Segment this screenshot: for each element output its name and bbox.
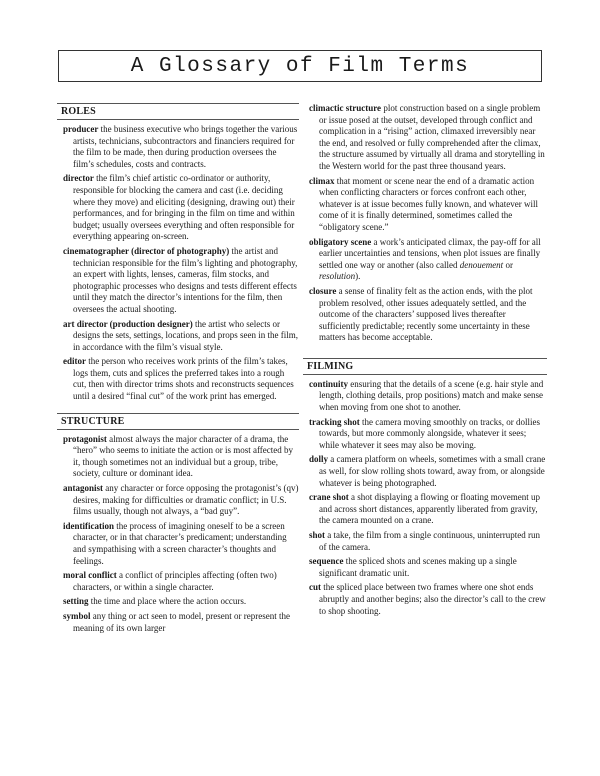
entry-term: cut <box>309 582 321 593</box>
glossary-entry-cut <box>307 582 547 617</box>
entry-definition: the spliced shots and scenes making up a single significant dramatic unit. <box>319 556 517 578</box>
title-box <box>58 50 542 82</box>
entry-definition: any thing or act seen to model, present or represent the meaning of its own larger <box>73 610 290 633</box>
definition-emphasis: denouement <box>459 259 504 270</box>
entry-definition: plot construction based on a single problem or issue posed at the outset, developed through conflict and complication in a “rising” action, climaxed irreversibly near the end, and resolved or fully comprehended after the climax, the structure assumed by virtually all drama and storytelling in the Western world for the past three thousand years. <box>319 103 545 171</box>
glossary-entry-closure <box>307 286 547 344</box>
entry-definition: the artist and technician responsible for the film’s lighting and photography, an expert with lights, lenses, cameras, film stocks, and photographic processes who designs and tests different effects until they match the director’s intentions for the film, then oversees the actual shooting. <box>73 245 298 314</box>
entry-definition: a conflict of principles affecting (often two) characters, or within a single character. <box>73 570 277 592</box>
definition-emphasis: resolution <box>319 271 356 282</box>
glossary-entry-tracking-shot <box>307 417 547 452</box>
glossary-entry-art-director <box>61 319 299 354</box>
glossary-entry-continuity <box>307 379 547 414</box>
entry-definition: the process of imagining oneself to be a screen character, or in that character’s predicament; understanding and sympathising with a screen character’s thoughts and feelings. <box>73 520 287 566</box>
entry-term: producer <box>63 124 99 134</box>
entry-term: setting <box>63 596 89 607</box>
entry-definition: the film’s chief artistic co-ordinator or authority, responsible for blocking the camera and cast (i.e. deciding where they move) and eliciting (designing, drawing out) their performances, and for bringing in the film on time and within budget; usually oversees everything and often responsible for everything appearing on-screen. <box>73 173 295 242</box>
glossary-entry-antagonist <box>61 483 299 518</box>
glossary-entry-symbol <box>61 611 299 634</box>
entry-definition: the camera moving smoothly on tracks, or dollies towards, but more commonly alongside, whatever it sees; while whatever it sees may also be moving. <box>319 416 540 450</box>
entry-term: crane shot <box>309 492 349 503</box>
entry-definition: a shot displaying a flowing or floating movement up and across short distances, apparently liberated from gravity, the camera mounted on a crane. <box>319 492 540 526</box>
glossary-entry-sequence <box>307 556 547 579</box>
entry-term: closure <box>309 285 337 296</box>
glossary-entry-dolly <box>307 454 547 489</box>
entry-definition: almost always the major character of a drama, the “hero” who seems to initiate the action or is most affected by it, though sometimes not an individual but a group, tribe, society, culture or dominant idea. <box>73 433 294 479</box>
entry-term: obligatory scene <box>309 236 372 247</box>
glossary-entry-climax <box>307 176 547 234</box>
page-title: A Glossary of Film Terms <box>130 55 470 78</box>
entry-term: protagonist <box>63 433 107 444</box>
entry-term: symbol <box>63 610 91 621</box>
entry-term: cinematographer (director of photography) <box>63 245 230 256</box>
section-heading-filming: FILMING <box>303 358 547 375</box>
entry-definition: a take, the film from a single continuous, uninterrupted run of the camera. <box>319 530 540 552</box>
section-heading-structure: STRUCTURE <box>57 413 299 430</box>
entry-term: moral conflict <box>63 570 117 581</box>
right-column <box>303 103 547 627</box>
entry-definition: the artist who selects or designs the sets, settings, locations, and props seen in the film, in accordance with the film’s visual style. <box>73 318 298 352</box>
section-structure-continued <box>303 103 547 344</box>
entry-definition: any character or force opposing the protagonist’s (qv) desires, making for difficulties or dramatic conflict; in U.S. films usually, though not always, a “bad guy”. <box>73 483 299 517</box>
glossary-entry-protagonist <box>61 434 299 480</box>
entry-term: shot <box>309 530 326 540</box>
section-roles <box>57 103 299 403</box>
definition-text: a work’s anticipated climax, the pay-off for all earlier uncertainties and tensions, when plot issues are finally settled one way or another (also called <box>319 236 541 270</box>
left-column <box>57 103 299 644</box>
section-heading-roles: ROLES <box>57 103 299 120</box>
section-filming <box>303 358 547 617</box>
glossary-entry-cinematographer <box>61 246 299 316</box>
section-structure <box>57 413 299 635</box>
entry-term: editor <box>63 356 86 367</box>
entry-definition: a sense of finality felt as the action ends, with the plot problem resolved, other issues adequately settled, and the outcome of the characters’ supposed lives thereafter sufficiently predictable; recently some uncertainty in these matters has become acceptable. <box>319 285 533 343</box>
definition-text: ). <box>355 271 361 282</box>
entry-term: director <box>63 173 94 184</box>
entry-term: art director (production designer) <box>63 318 193 329</box>
entry-term: climax <box>309 175 335 186</box>
entry-definition: that moment or scene near the end of a dramatic action when conflicting characters or forces confront each other, whatever is at issue becomes fully known, and whatever will come of it is finally determined, sometimes called the “obligatory scene.” <box>319 175 538 232</box>
glossary-entry-director <box>61 173 299 243</box>
entry-term: antagonist <box>63 483 104 494</box>
glossary-entry-producer <box>61 124 299 170</box>
glossary-entry-moral-conflict <box>61 570 299 593</box>
glossary-entry-crane-shot <box>307 492 547 527</box>
glossary-entry-identification <box>61 521 299 567</box>
glossary-entry-shot <box>307 530 547 553</box>
entry-definition: the business executive who brings together the various artists, technicians, subcontractors and financiers required for the film to be made, then during production oversees the film’s schedules, costs and contracts. <box>73 124 298 169</box>
entry-definition: the time and place where the action occurs. <box>88 596 247 607</box>
glossary-entry-obligatory-scene <box>307 237 547 283</box>
entry-term: climactic structure <box>309 103 382 113</box>
entry-term: continuity <box>309 378 349 389</box>
entry-term: tracking shot <box>309 416 360 427</box>
entry-definition: the person who receives work prints of the film’s takes, logs them, cuts and splices the preferred takes into a rough cut, then with director trims shots and reconstructs sequences until a desired “final cut” of the work print has emerged. <box>73 356 294 402</box>
entry-term: dolly <box>309 454 329 465</box>
glossary-entry-editor <box>61 356 299 402</box>
entry-definition: ensuring that the details of a scene (e.g. hair style and length, clothing details, prop positions) match and make sense when moving from one shot to another. <box>319 378 544 413</box>
entry-definition: a camera platform on wheels, sometimes with a small crane as well, for slow rolling shots toward, away from, or alongside whatever is being photographed. <box>319 454 546 488</box>
entry-term: sequence <box>309 556 344 567</box>
glossary-entry-climactic-structure <box>307 103 547 173</box>
definition-text: or <box>503 259 513 270</box>
entry-definition: the spliced place between two frames where one shot ends abruptly and another begins; also the director’s call to the crew to shop shooting. <box>319 582 546 616</box>
glossary-entry-setting <box>61 596 299 608</box>
entry-term: identification <box>63 520 114 531</box>
